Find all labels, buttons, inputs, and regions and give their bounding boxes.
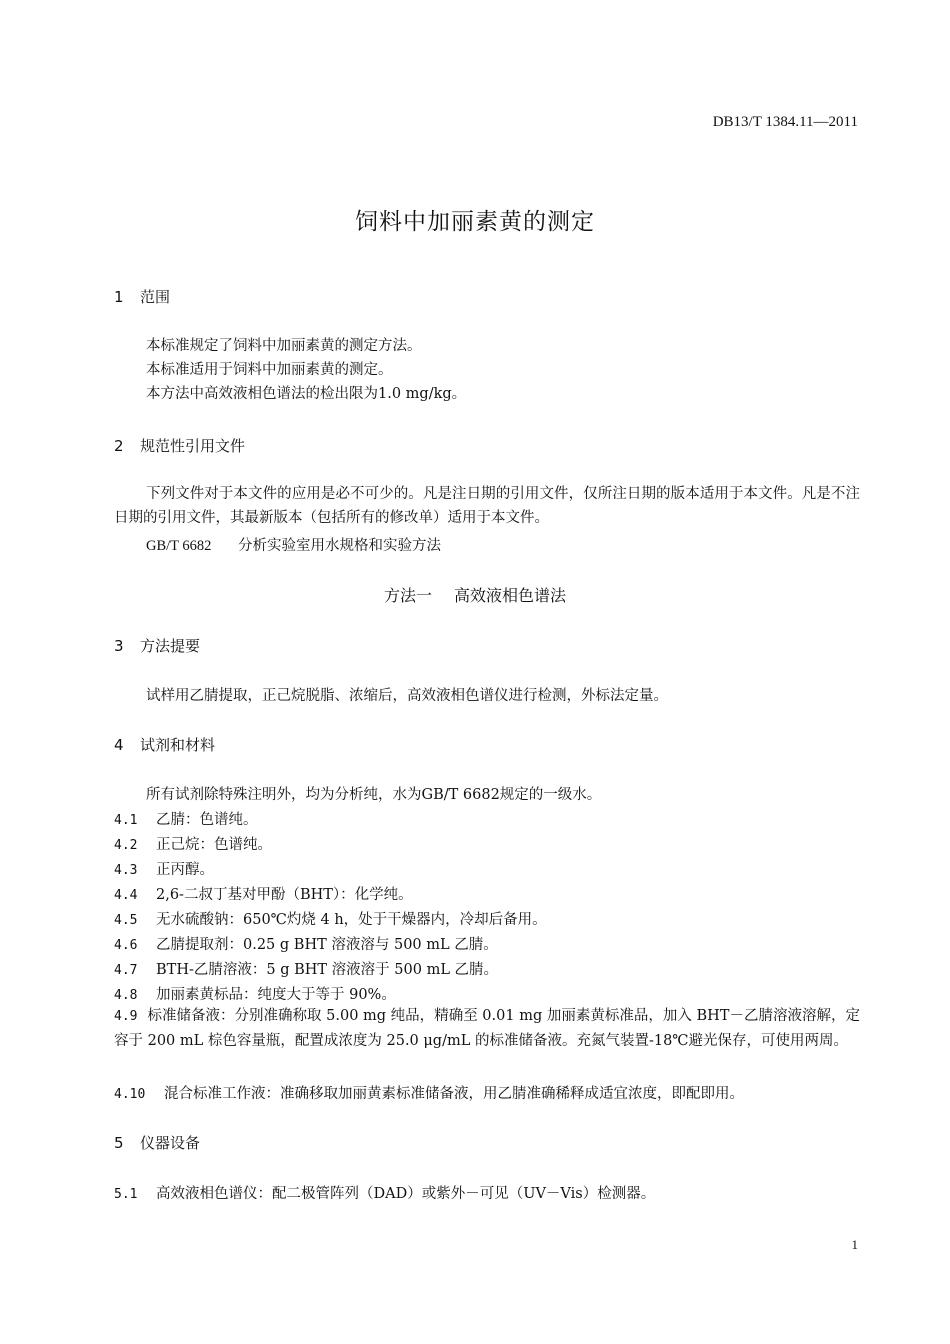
- section-title: 方法提要: [140, 637, 201, 655]
- item-text: 正己烷：色谱纯。: [156, 837, 272, 853]
- list-item: [114, 858, 214, 879]
- item-number: 4.10: [114, 1087, 146, 1102]
- item-number: 4.6: [114, 938, 138, 953]
- page-number: 1: [851, 1237, 858, 1252]
- item-text: 无水硫酸钠：650℃灼烧 4 h，处于干燥器内，冷却后备用。: [156, 912, 547, 928]
- item-number: 4.2: [114, 838, 138, 853]
- standard-number: DB13/T 1384.11—2011: [712, 114, 858, 130]
- list-item: [114, 1182, 655, 1203]
- item-number: 4.3: [114, 863, 138, 878]
- normative-reference: [146, 534, 441, 555]
- item-text: 标准储备液：分别准确称取 5.00 mg 纯品，精确至 0.01 mg 加丽素黄标准品，加入 BHT－乙腈溶液溶解，定容于 200 mL 棕色容量瓶，配置成浓度为 25.0 μg/mL 的标准储备液。充氮气装置-18℃避光保存，可使用两周。: [114, 1008, 860, 1049]
- list-item: [114, 933, 498, 954]
- section-title: 试剂和材料: [140, 736, 216, 754]
- list-item: [114, 1082, 744, 1103]
- item-text: 正丙醇。: [156, 862, 214, 878]
- item-text: 乙腈：色谱纯。: [156, 812, 258, 828]
- item-number: 5.1: [114, 1187, 138, 1202]
- section-title: 规范性引用文件: [140, 437, 246, 455]
- list-item: [114, 908, 547, 929]
- section-number: 5: [114, 1134, 124, 1152]
- section-title: 范围: [140, 288, 171, 306]
- list-item: [114, 1004, 860, 1053]
- document-title: 饲料中加丽素黄的测定: [355, 209, 595, 235]
- item-number: 4.4: [114, 888, 138, 903]
- item-number: 4.1: [114, 813, 138, 828]
- method-name: 高效液相色谱法: [454, 586, 567, 605]
- section-number: 1: [114, 288, 124, 306]
- item-number: 4.7: [114, 963, 138, 978]
- paragraph: 下列文件对于本文件的应用是必不可少的。凡是注日期的引用文件，仅所注日期的版本适用于本文件。凡是不注日期的引用文件，其最新版本（包括所有的修改单）适用于本文件。: [114, 486, 860, 526]
- paragraph: 所有试剂除特殊注明外，均为分析纯，水为GB/T 6682规定的一级水。: [146, 787, 602, 803]
- list-item: [114, 958, 498, 979]
- reference-code: GB/T 6682: [146, 538, 212, 554]
- paragraph: 本标准适用于饲料中加丽素黄的测定。: [146, 362, 393, 378]
- item-number: 4.9: [114, 1009, 138, 1024]
- list-item: [114, 808, 258, 829]
- item-text: 2,6-二叔丁基对甲酚（BHT）：化学纯。: [156, 887, 413, 903]
- section-3-heading: [114, 635, 200, 656]
- method-heading: [0, 583, 950, 606]
- item-number: 4.5: [114, 913, 138, 928]
- section-5-heading: [114, 1132, 200, 1153]
- method-label: 方法一: [383, 586, 432, 605]
- section-title: 仪器设备: [140, 1134, 201, 1152]
- paragraph: 本标准规定了饲料中加丽素黄的测定方法。: [146, 338, 422, 354]
- section-1-heading: [114, 286, 170, 307]
- reference-title: 分析实验室用水规格和实验方法: [238, 538, 441, 554]
- section-2-heading: [114, 435, 245, 456]
- section-number: 3: [114, 637, 124, 655]
- section-4-heading: [114, 734, 215, 755]
- section-number: 4: [114, 736, 124, 754]
- paragraph: 本方法中高效液相色谱法的检出限为1.0 mg/kg。: [146, 386, 467, 402]
- item-text: BTH-乙腈溶液：5 g BHT 溶液溶于 500 mL 乙腈。: [156, 962, 499, 978]
- item-number: 4.8: [114, 988, 138, 1003]
- paragraph: 试样用乙腈提取，正己烷脱脂、浓缩后，高效液相色谱仪进行检测，外标法定量。: [146, 688, 668, 704]
- section-number: 2: [114, 437, 124, 455]
- item-text: 乙腈提取剂：0.25 g BHT 溶液溶与 500 mL 乙腈。: [156, 937, 498, 953]
- list-item: [114, 983, 396, 1004]
- item-text: 高效液相色谱仪：配二极管阵列（DAD）或紫外－可见（UV－Vis）检测器。: [156, 1186, 656, 1202]
- list-item: [114, 883, 413, 904]
- list-item: [114, 833, 272, 854]
- item-text: 加丽素黄标品：纯度大于等于 90%。: [156, 987, 396, 1003]
- item-text: 混合标准工作液：准确移取加丽黄素标准储备液，用乙腈准确稀释成适宜浓度，即配即用。: [164, 1086, 744, 1102]
